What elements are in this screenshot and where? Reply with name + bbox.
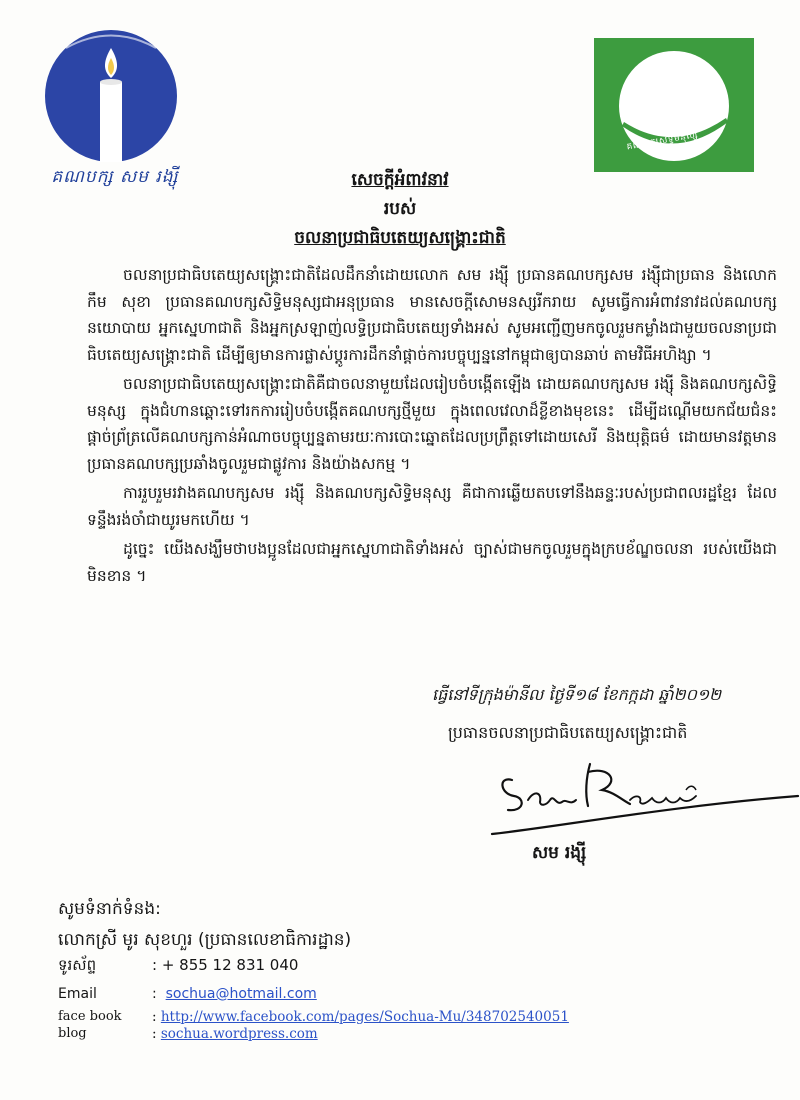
left-logo-caption: គណបក្ស សម រង្ស៊ី: [51, 167, 179, 187]
letter-body: [87, 262, 777, 592]
phone-label: ទូរស័ព្ទ: [58, 956, 97, 974]
blog-link[interactable]: sochua.wordpress.com: [160, 1026, 318, 1042]
facebook-value-wrap: : http://www.facebook.com/pages/Sochua-Mu/348702540051: [152, 1009, 569, 1025]
paragraph-2: ចលនាប្រជាធិបតេយ្យសង្គ្រោះជាតិគឺជាចលនាមួយដែលរៀបចំបង្កើតឡើង ដោយគណបក្សសម រង្ស៊ី និងគណបក្សសិទ្ធិមនុស្ស ក្នុងជំហានឆ្ពោះទៅរកការរៀបចំបង្កើតគណបក្សថ្មីមួយ ក្នុងពេលវេលាដ៏ខ្លីខាងមុខនេះ ដើម្បីដណ្តើមយកជ័យជំនះផ្តាច់ព្រ័ត្រលើគណបក្សកាន់អំណាចបច្ចុប្បន្នតាមរយៈការបោះឆ្នោតដែលប្រព្រឹត្តទៅដោយសេរី និងយុត្តិធម៌ ដោយមានវត្តមានប្រធានគណបក្សប្រឆាំងចូលរួមជាផ្លូវការ និងយ៉ាងសកម្ម ។: [87, 375, 777, 473]
signer-name: សម រង្ស៊ី: [532, 843, 587, 863]
place-date: ធ្វើនៅទីក្រុងម៉ានីល ថ្ងៃទី១៨ ខែកក្កដា ឆ្នាំ២០១២: [432, 685, 722, 704]
email-link[interactable]: sochua@hotmail.com: [165, 986, 317, 1002]
handwritten-signature: [490, 750, 800, 840]
facebook-label: face book: [58, 1009, 122, 1024]
blog-row: [58, 1026, 778, 1043]
signature-icon: [490, 750, 800, 840]
email-label: Email: [58, 986, 97, 1002]
contact-heading: សូមទំនាក់ទំនង:: [58, 899, 161, 919]
title-line-1: សេចក្តីអំពាវនាវ: [351, 170, 449, 190]
facebook-row: [58, 1009, 778, 1026]
facebook-link[interactable]: http://www.facebook.com/pages/Sochua-Mu/348702540051: [160, 1009, 569, 1025]
document-title: [0, 166, 800, 253]
right-logo-caption: គណបក្សសិទ្ធិមនុស្ស: [625, 130, 699, 153]
title-line-3: ចលនាប្រជាធិបតេយ្យសង្គ្រោះជាតិ: [294, 228, 506, 248]
blog-value-wrap: : sochua.wordpress.com: [152, 1026, 318, 1042]
green-sun-logo-icon: [594, 38, 754, 172]
title-line-2: របស់: [383, 199, 417, 219]
phone-value: : + 855 12 831 040: [152, 956, 299, 974]
paragraph-3: ការរួបរួមរវាងគណបក្សសម រង្ស៊ី និងគណបក្សសិទ្ធិមនុស្ស គឺជាការឆ្លើយតបទៅនឹងឆន្ទៈរបស់ប្រជាពលរដ្ឋខ្មែរ ដែលទន្ទឹងរង់ចាំជាយូរមកហើយ ។: [87, 484, 777, 529]
phone-row: [58, 956, 778, 986]
email-value-wrap: : sochua@hotmail.com: [152, 986, 317, 1002]
email-row: [58, 986, 778, 1009]
human-rights-party-logo: [594, 38, 754, 172]
contact-section: [58, 894, 778, 1043]
paragraph-4: ដូច្នេះ យើងសង្ឃឹមថាបងប្អូនដែលជាអ្នកស្នេហាជាតិទាំងអស់ ច្បាស់ជាមកចូលរួមក្នុងក្របខ័ណ្ឌចលនា របស់យើងជាមិនខាន ។: [87, 540, 777, 585]
paragraph-1: ចលនាប្រជាធិបតេយ្យសង្គ្រោះជាតិដែលដឹកនាំដោយលោក សម រង្ស៊ី ប្រធានគណបក្សសម រង្ស៊ីជាប្រធាន និងលោក កឹម សុខា ប្រធានគណបក្សសិទ្ធិមនុស្សជាអនុប្រធាន មានសេចក្តីសោមនស្សរីករាយ សូមធ្វើការអំពាវនាវដល់គណបក្សនយោបាយ អ្នកស្នេហាជាតិ និងអ្នកស្រឡាញ់លទ្ធិប្រជាធិបតេយ្យទាំងអស់ សូមអញ្ជើញមកចូលរួមកម្លាំងជាមួយចលនាប្រជាធិបតេយ្យសង្គ្រោះជាតិ ដើម្បីឲ្យមានការផ្លាស់ប្តូរការដឹកនាំផ្តាច់ការបច្ចុប្បន្ននៅកម្ពុជាឲ្យបានឆាប់ តាមវិធីអហិង្សា ។: [87, 266, 777, 364]
signer-title: ប្រធានចលនាប្រជាធិបតេយ្យសង្គ្រោះជាតិ: [448, 723, 688, 742]
candle-logo-icon: [36, 28, 186, 168]
contact-person: លោកស្រី មូរ សុខហួរ (ប្រធានលេខាធិការដ្ឋាន): [58, 930, 352, 950]
blog-label: blog: [58, 1026, 87, 1041]
